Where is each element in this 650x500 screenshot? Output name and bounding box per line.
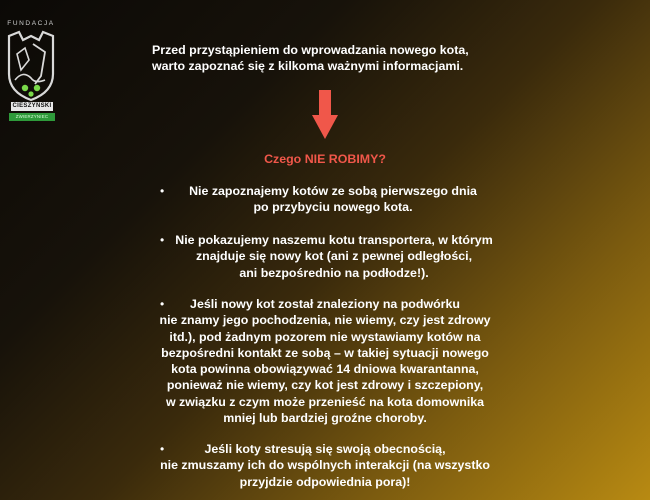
item-line: mniej lub bardziej groźne choroby. — [223, 411, 427, 426]
item-line: Jeśli nowy kot został znaleziony na podwórku — [190, 297, 460, 311]
intro-line: warto zapoznać się z kilkoma ważnymi informacjami. — [152, 59, 464, 74]
item-line: Nie pokazujemy naszemu kotu transportera, w którym — [175, 233, 493, 247]
arrow-down-icon — [312, 90, 338, 140]
list-item-1 — [168, 183, 498, 216]
list-item-3 — [150, 296, 500, 426]
bullet-1: • — [160, 184, 165, 198]
intro-line: Przed przystąpieniem do wprowadzania nowego kota, — [152, 43, 469, 57]
list-item-2 — [160, 232, 508, 281]
item-line: nie znamy jego pochodzenia, nie wiemy, czy jest zdrowy — [159, 313, 491, 328]
logo-plate-name: CIESZYŃSKI — [12, 103, 52, 109]
cat-paw-shield-icon — [5, 30, 57, 102]
item-line: ani bezpośrednio na podłodze!). — [239, 265, 429, 280]
list-item-4 — [150, 441, 500, 490]
logo-plate-subtitle: ZWIERZYNIEC — [9, 113, 55, 121]
intro-paragraph — [152, 42, 498, 75]
item-line: kota powinna obowiązywać 14 dniowa kwarantanna, — [171, 362, 479, 377]
item-line: w związku z czym może przenieść na kota domownika — [165, 394, 485, 409]
item-line: znajduje się nowy kot (ani z pewnej odległości, — [195, 249, 473, 264]
bullet-4: • — [160, 442, 165, 456]
item-line: Jeśli koty stresują się swoją obecnością, — [204, 442, 446, 456]
bullet-3: • — [160, 297, 165, 311]
item-line: nie zmuszamy ich do wspólnych interakcji (na wszystko — [160, 458, 490, 473]
item-line: przyjdzie odpowiednia pora)! — [239, 474, 411, 489]
bullet-2: • — [160, 233, 165, 247]
item-line: itd.), pod żadnym pozorem nie wystawiamy kotów na — [169, 329, 481, 344]
item-line: ponieważ nie wiemy, czy kot jest zdrowy i szczepiony, — [166, 378, 484, 393]
item-line: po przybyciu nowego kota. — [253, 200, 413, 215]
item-line: bezpośredni kontakt ze sobą – w takiej sytuacji nowego — [161, 345, 489, 360]
item-line: Nie zapoznajemy kotów ze sobą pierwszego dnia — [189, 184, 477, 198]
section-heading: Czego NIE ROBIMY? — [264, 152, 386, 166]
logo-arch-text: FUNDACJA — [7, 20, 55, 27]
foundation-logo — [3, 18, 59, 122]
